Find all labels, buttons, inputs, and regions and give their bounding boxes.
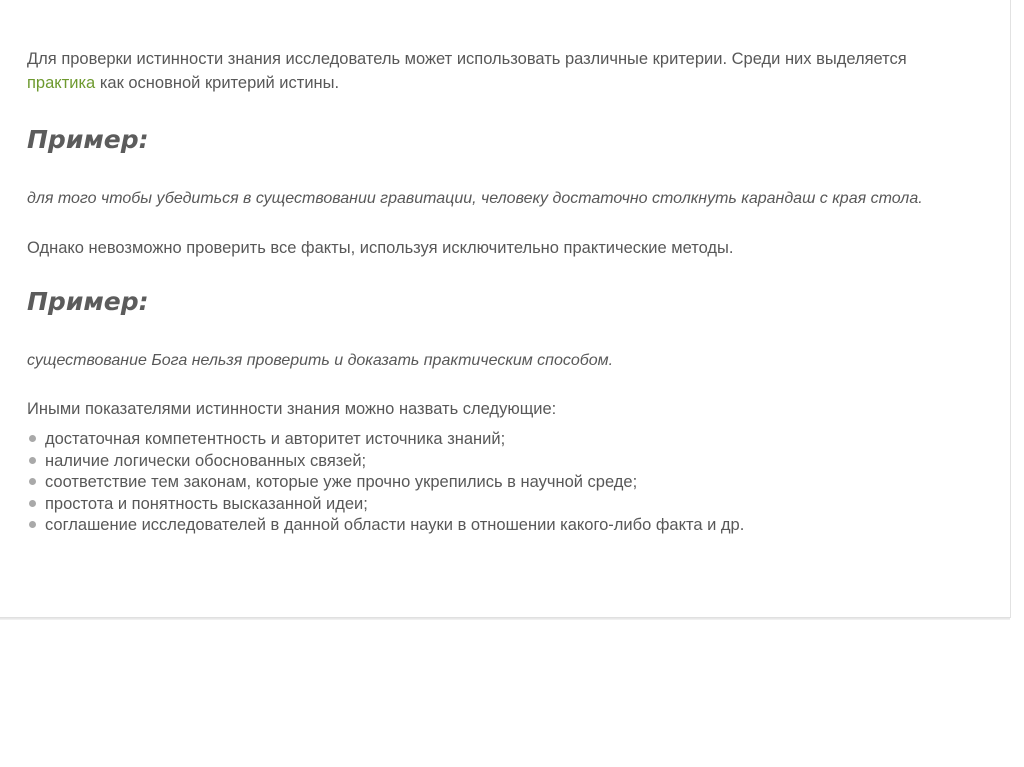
list-item	[27, 472, 987, 494]
intro-text-after: как основной критерий истины.	[95, 74, 340, 92]
indicators-list	[27, 429, 987, 537]
bullet-icon	[29, 521, 36, 528]
list-item-text: соответствие тем законам, которые уже прочно укрепились в научной среде;	[45, 473, 638, 491]
list-item	[27, 429, 987, 451]
example-heading-1: Пример:	[27, 125, 149, 154]
middle-paragraph: Однако невозможно проверить все факты, используя исключительно практические методы.	[27, 239, 734, 257]
example-text-2: существование Бога нельзя проверить и доказать практическим способом.	[27, 352, 614, 369]
list-item-text: достаточная компетентность и авторитет источника знаний;	[45, 430, 506, 448]
indicators-intro: Иными показателями истинности знания можно назвать следующие:	[27, 400, 557, 418]
list-item	[27, 494, 987, 516]
bullet-icon	[29, 435, 36, 442]
bullet-icon	[29, 457, 36, 464]
list-item-text: простота и понятность высказанной идеи;	[45, 494, 368, 513]
page-divider	[0, 617, 1010, 620]
intro-text-before: Для проверки истинности знания исследователь может использовать различные критерии. Среди них выделяется	[27, 50, 907, 68]
intro-paragraph	[27, 47, 907, 95]
practice-highlight: практика	[27, 74, 96, 92]
example-heading-2: Пример:	[27, 287, 149, 316]
example-text-1: для того чтобы убедиться в существовании гравитации, человеку достаточно столкнуть карандаш с края стола.	[27, 190, 923, 207]
list-item-text: соглашение исследователей в данной области науки в отношении какого-либо факта и др.	[45, 516, 745, 534]
document-content	[27, 47, 987, 537]
list-item	[27, 451, 987, 473]
list-item	[27, 515, 987, 537]
list-item-text: наличие логически обоснованных связей;	[45, 451, 367, 470]
bullet-icon	[29, 478, 36, 485]
bullet-icon	[29, 500, 36, 507]
